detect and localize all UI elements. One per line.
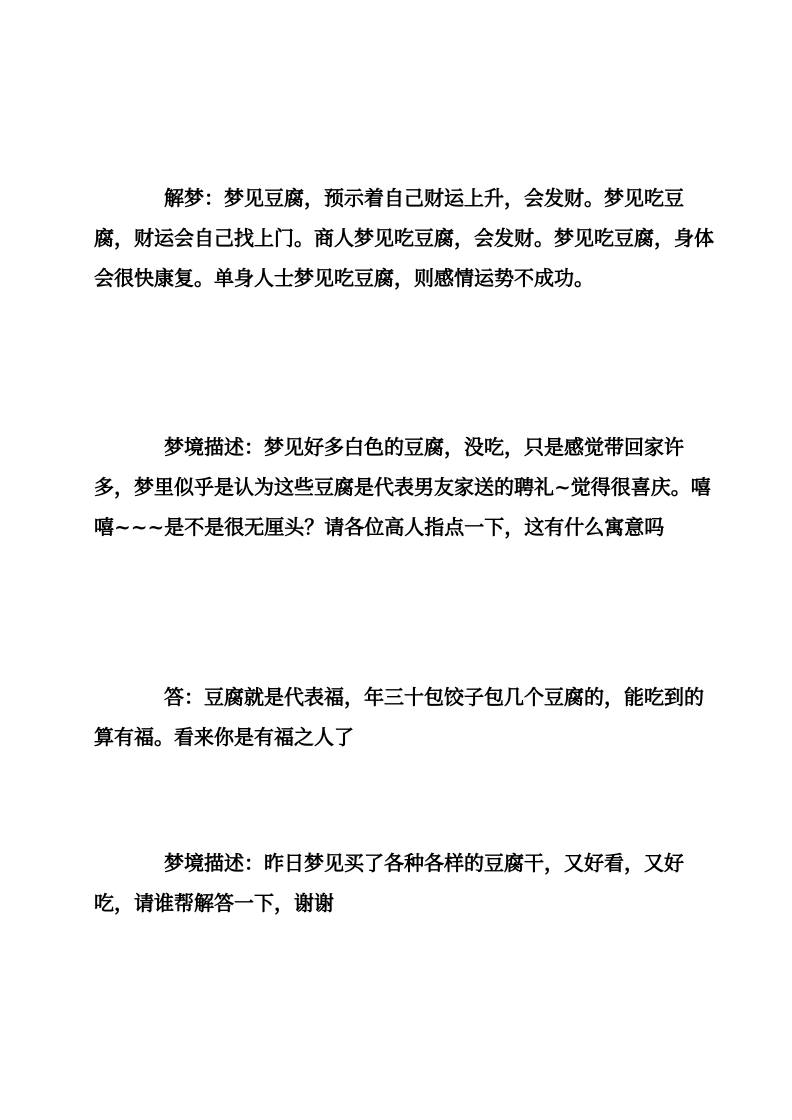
dream-description-paragraph-2: 梦境描述：昨日梦见买了各种各样的豆腐干，又好看，又好吃，请谁帮解答一下，谢谢 (94, 851, 684, 915)
dream-description-paragraph-1: 梦境描述：梦见好多白色的豆腐，没吃，只是感觉带回家许多，梦里似乎是认为这些豆腐是代表男友家送的聘礼~觉得很喜庆。嘻嘻~~~是不是很无厘头？请各位高人指点一下，这有什么寓意吗 (94, 435, 711, 539)
answer-paragraph: 答：豆腐就是代表福，年三十包饺子包几个豆腐的，能吃到的算有福。看来你是有福之人了 (94, 685, 704, 749)
dream-interpretation-paragraph: 解梦：梦见豆腐，预示着自己财运上升，会发财。梦见吃豆腐，财运会自己找上门。商人梦见吃豆腐，会发财。梦见吃豆腐，身体会很快康复。单身人士梦见吃豆腐，则感情运势不成功。 (94, 186, 714, 290)
